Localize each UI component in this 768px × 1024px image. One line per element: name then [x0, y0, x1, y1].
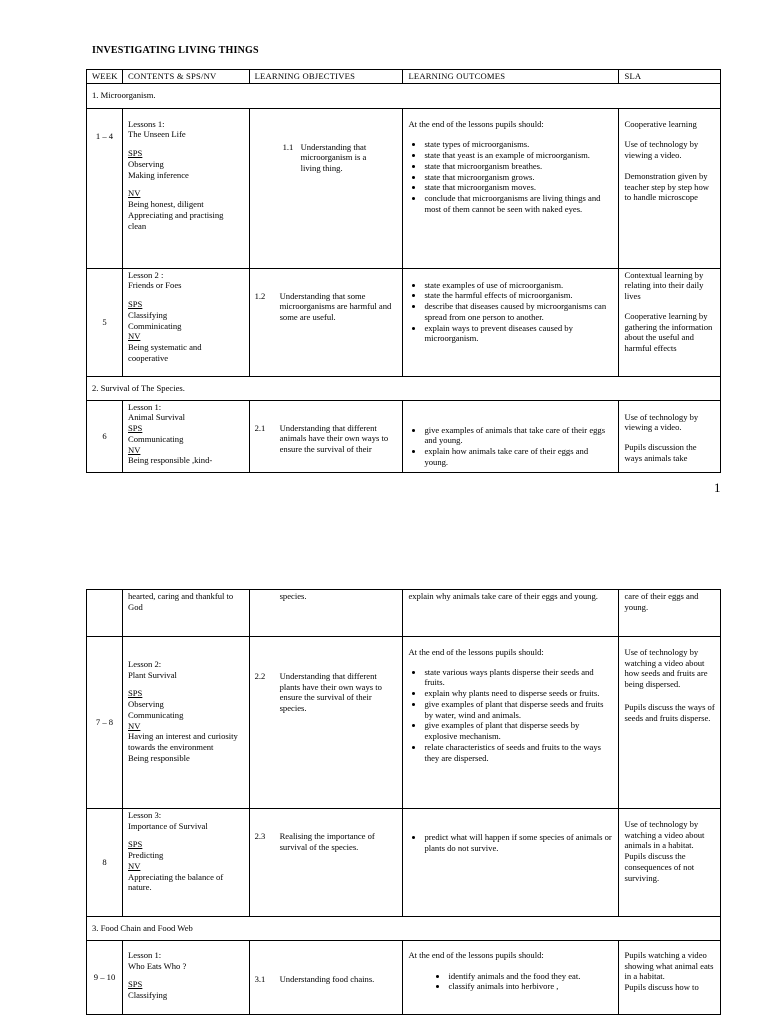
objective-number: 3.1 [254, 974, 266, 984]
contents-cell [123, 637, 250, 809]
list-item: • classify animals into herbivore , [448, 981, 613, 992]
objective-text: Understanding that microorganism is a living thing. [300, 141, 367, 174]
outcomes-list [408, 971, 613, 992]
sps-item: Classifying [128, 990, 168, 1001]
sla-item: Pupils discuss the consequences of not surviving. [624, 851, 695, 883]
sla-cell [619, 268, 721, 376]
objective-number: 2.3 [254, 831, 266, 841]
sla-item: Use of technology by watching a video about how seeds and fruits are being dispersed. [624, 647, 708, 690]
sla-item: Demonstration given by teacher step by step how to handle microscope [624, 170, 709, 203]
outcomes-intro: At the end of the lessons pupils should: [408, 118, 544, 129]
objective-number: 1.1 [282, 141, 294, 152]
week-cell: 8 [87, 809, 123, 917]
list-item: • explain ways to prevent diseases caused by microorganism. [424, 323, 613, 344]
contents-cell [123, 809, 250, 917]
outcomes-list [408, 832, 613, 853]
list-item: • relate characteristics of seeds and fruits to the ways they are dispersed. [424, 742, 613, 763]
objective [255, 974, 398, 985]
lesson-label: Lesson 1: [128, 401, 162, 412]
section-title: 3. Food Chain and Food Web [87, 917, 721, 941]
sps-label: SPS [128, 299, 143, 310]
objective-text: Understanding that some microorganisms are harmful and some are useful. [279, 290, 392, 323]
table-row [87, 268, 721, 376]
sps-item: Observing [128, 158, 164, 169]
objective-cell [249, 941, 403, 1015]
objective [283, 142, 398, 174]
objective-text: Realising the importance of survival of the species. [279, 831, 375, 852]
contents-cell [123, 400, 250, 472]
sla-item: Use of technology by viewing a video. [624, 139, 699, 161]
outcomes-cell: explain why animals take care of their eggs and young. [403, 590, 619, 637]
objective-cell [249, 108, 403, 268]
table-row [87, 400, 721, 472]
sla-cell [619, 809, 721, 917]
objective-cell: species. [249, 590, 403, 637]
outcomes-intro: At the end of the lessons pupils should: [408, 950, 544, 960]
sla-item: Use of technology by viewing a video. [624, 411, 699, 433]
list-item: • state the harmful effects of microorganism. [424, 290, 613, 301]
section-row-survival [87, 376, 721, 400]
list-item: • explain how animals take care of their eggs and young. [424, 446, 613, 467]
nv-item: Being honest, diligent [128, 199, 204, 210]
nv-label: NV [128, 720, 141, 731]
objective [255, 671, 398, 714]
lesson-label: Lesson 2: [128, 659, 162, 669]
section-title: 2. Survival of The Species. [87, 376, 721, 400]
section-row-microorganism [87, 83, 721, 108]
page-1-table [86, 69, 721, 473]
page-1-table-wrapper [86, 69, 721, 473]
table-row [87, 941, 721, 1015]
sla-item: Pupils discuss the ways of seeds and fruits disperse. [624, 701, 715, 723]
contents-cell [123, 941, 250, 1015]
nv-item: Appreciating and practising clean [128, 209, 224, 231]
sla-cell [619, 941, 721, 1015]
outcomes-cell [403, 941, 619, 1015]
sps-item: Predicting [128, 850, 164, 861]
list-item: • explain why plants need to disperse seeds or fruits. [424, 688, 613, 699]
table-row [87, 637, 721, 809]
list-item: • state that yeast is an example of microorganism. [424, 150, 613, 161]
lesson-label: Lessons 1: [128, 118, 165, 129]
header-objectives: LEARNING OBJECTIVES [249, 70, 403, 84]
list-item: • describe that diseases caused by microorganisms can spread from one person to another. [424, 301, 613, 322]
nv-item: Being systematic and cooperative [128, 342, 202, 363]
sla-item: Pupils discussion the ways animals take [624, 442, 697, 463]
sla-item: Cooperative learning by gathering the information about the useful and harmful effects [624, 310, 713, 354]
sla-item: Pupils watching a video showing what animal eats in a habitat. [624, 950, 714, 982]
objective [255, 291, 398, 323]
week-cell: 1 – 4 [87, 108, 123, 268]
sps-label: SPS [128, 839, 143, 850]
outcomes-list [408, 425, 613, 468]
table-row [87, 108, 721, 268]
outcomes-cell [403, 809, 619, 917]
objective-text: Understanding that different plants have their own ways to ensure the survival of their species. [279, 671, 382, 714]
header-row [87, 70, 721, 84]
outcomes-list [408, 139, 613, 214]
objective [255, 423, 398, 455]
nv-item: Having an interest and curiosity towards the environment [128, 731, 238, 753]
list-item: • give examples of plant that disperse seeds by explosive mechanism. [424, 720, 613, 741]
list-item: • give examples of animals that take care of their eggs and young. [424, 425, 613, 446]
outcomes-list [408, 667, 613, 764]
page-number: 1 [714, 480, 721, 495]
lesson-topic: Friends or Foes [128, 280, 182, 291]
objective-number: 2.2 [254, 671, 266, 681]
sps-item: Communicating [128, 433, 184, 444]
nv-item: Being responsible ,kind- [128, 455, 213, 466]
sla-cell [619, 108, 721, 268]
document-title: INVESTIGATING LIVING THINGS [92, 45, 259, 56]
page-2-table [86, 589, 721, 1015]
header-outcomes: LEARNING OUTCOMES [403, 70, 619, 84]
objective-cell [249, 809, 403, 917]
sla-cell [619, 637, 721, 809]
outcomes-intro: At the end of the lessons pupils should: [408, 647, 544, 657]
contents-cell [123, 268, 250, 376]
page-2-table-wrapper [86, 589, 721, 1015]
sps-label: SPS [128, 688, 143, 699]
header-contents: CONTENTS & SPS/NV [123, 70, 250, 84]
lesson-label: Lesson 2 : [128, 269, 164, 280]
contents-cell [123, 108, 250, 268]
sps-item: Making inference [128, 169, 189, 180]
lesson-label: Lesson 3: [128, 810, 162, 820]
nv-label: NV [128, 860, 141, 871]
nv-label: NV [128, 188, 141, 199]
outcomes-cell [403, 268, 619, 376]
section-title: 1. Microorganism. [87, 83, 721, 108]
sla-item: Contextual learning by relating into their daily lives [624, 269, 704, 302]
week-cell: 7 – 8 [87, 637, 123, 809]
sla-item: Cooperative learning [624, 118, 697, 129]
sps-label: SPS [128, 979, 143, 990]
week-cell: 6 [87, 400, 123, 472]
table-row-continued [87, 590, 721, 637]
sps-item: Observing [128, 699, 164, 710]
sps-item: Classifying [128, 309, 168, 320]
sla-cell [619, 400, 721, 472]
header-sla: SLA [619, 70, 721, 84]
objective-text: Understanding that different animals have their own ways to ensure the survival of their [279, 422, 389, 455]
outcomes-list [408, 280, 613, 344]
objective-number: 2.1 [254, 422, 266, 433]
contents-cell: hearted, caring and thankful to God [123, 590, 250, 637]
list-item: • state that microorganism breathes. [424, 161, 613, 172]
objective-number: 1.2 [254, 290, 266, 301]
sla-item: Use of technology by watching a video about animals in a habitat. [624, 819, 705, 851]
sps-label: SPS [128, 148, 143, 159]
list-item: • give examples of plant that disperse seeds and fruits by water, wind and animals. [424, 699, 613, 720]
list-item: • conclude that microorganisms are living things and most of them cannot be seen with naked eyes. [424, 193, 613, 214]
objective [255, 831, 398, 852]
objective-text: Understanding food chains. [279, 974, 375, 984]
lesson-topic: Who Eats Who ? [128, 960, 187, 971]
objective-cell [249, 268, 403, 376]
nv-item: Being responsible [128, 752, 190, 763]
objective-cell [249, 400, 403, 472]
table-row [87, 809, 721, 917]
week-cell: 5 [87, 268, 123, 376]
lesson-label: Lesson 1: [128, 950, 162, 960]
objective-cell [249, 637, 403, 809]
outcomes-cell [403, 108, 619, 268]
sps-label: SPS [128, 423, 143, 434]
nv-item: Appreciating the balance of nature. [128, 871, 224, 893]
list-item: • state types of microorganisms. [424, 139, 613, 150]
list-item: • state that microorganism grows. [424, 172, 613, 183]
sps-item: Communicating [128, 709, 184, 720]
list-item: • state various ways plants disperse their seeds and fruits. [424, 667, 613, 688]
list-item: • state examples of use of microorganism. [424, 280, 613, 291]
outcomes-cell [403, 400, 619, 472]
list-item: • predict what will happen if some species of animals or plants do not survive. [424, 832, 613, 853]
nv-label: NV [128, 331, 141, 342]
nv-label: NV [128, 444, 141, 455]
list-item: • identify animals and the food they eat. [448, 971, 613, 982]
sla-cell: care of their eggs and young. [619, 590, 721, 637]
lesson-topic: Importance of Survival [128, 820, 208, 831]
lesson-topic: Plant Survival [128, 669, 177, 680]
list-item: • state that microorganism moves. [424, 182, 613, 193]
outcomes-cell [403, 637, 619, 809]
header-week: WEEK [87, 70, 123, 84]
sps-item: Comminicating [128, 320, 182, 331]
lesson-topic: Animal Survival [128, 412, 186, 423]
section-row-food-chain [87, 917, 721, 941]
lesson-topic: The Unseen Life [128, 129, 186, 140]
week-cell: 9 – 10 [87, 941, 123, 1015]
sla-item: Pupils discuss how to [624, 982, 699, 993]
